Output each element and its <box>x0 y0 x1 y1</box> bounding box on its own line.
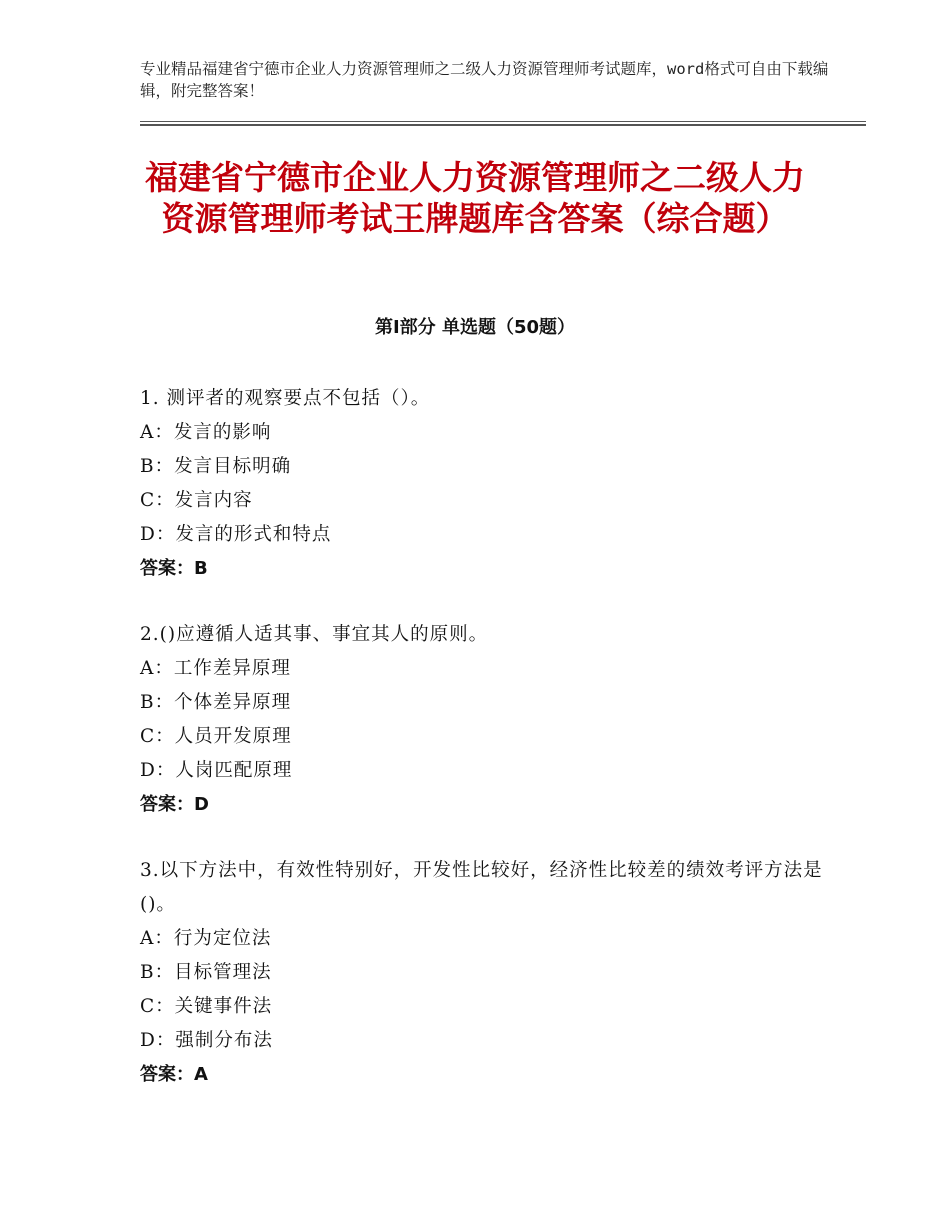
header-divider <box>140 121 866 126</box>
question-1 <box>140 382 830 586</box>
option-b: B：目标管理法 <box>140 962 272 983</box>
question-text: 2.()应遵循人适其事、事宜其人的原则。 <box>140 624 489 645</box>
section-title: 第Ⅰ部分 单选题（50题） <box>374 317 575 338</box>
option-a: A：工作差异原理 <box>140 658 291 679</box>
document-title: 福建省宁德市企业人力资源管理师之二级人力资源管理师考试王牌题库含答案（综合题） <box>145 158 805 238</box>
question-text: 3.以下方法中，有效性特别好，开发性比较好，经济性比较差的绩效考评方法是()。 <box>140 860 823 915</box>
option-c: C：关键事件法 <box>140 996 273 1017</box>
option-b: B：个体差异原理 <box>140 692 292 713</box>
option-c: C：发言内容 <box>140 490 253 511</box>
option-b: B：发言目标明确 <box>140 456 292 477</box>
option-a: A：行为定位法 <box>140 928 272 949</box>
answer-line: 答案：B <box>140 558 208 579</box>
option-c: C：人员开发原理 <box>140 726 292 747</box>
header-note: 专业精品福建省宁德市企业人力资源管理师之二级人力资源管理师考试题库，word格式可自由下载编辑，附完整答案！ <box>140 60 829 100</box>
question-text: 1. 测评者的观察要点不包括（）。 <box>140 388 431 409</box>
option-d: D：人岗匹配原理 <box>140 760 293 781</box>
option-a: A：发言的影响 <box>140 422 272 443</box>
question-3 <box>140 854 830 1092</box>
answer-line: 答案：A <box>140 1064 208 1085</box>
option-d: D：强制分布法 <box>140 1030 273 1051</box>
question-2 <box>140 618 830 822</box>
question-list <box>140 382 830 1124</box>
answer-line: 答案：D <box>140 794 209 815</box>
option-d: D：发言的形式和特点 <box>140 524 332 545</box>
